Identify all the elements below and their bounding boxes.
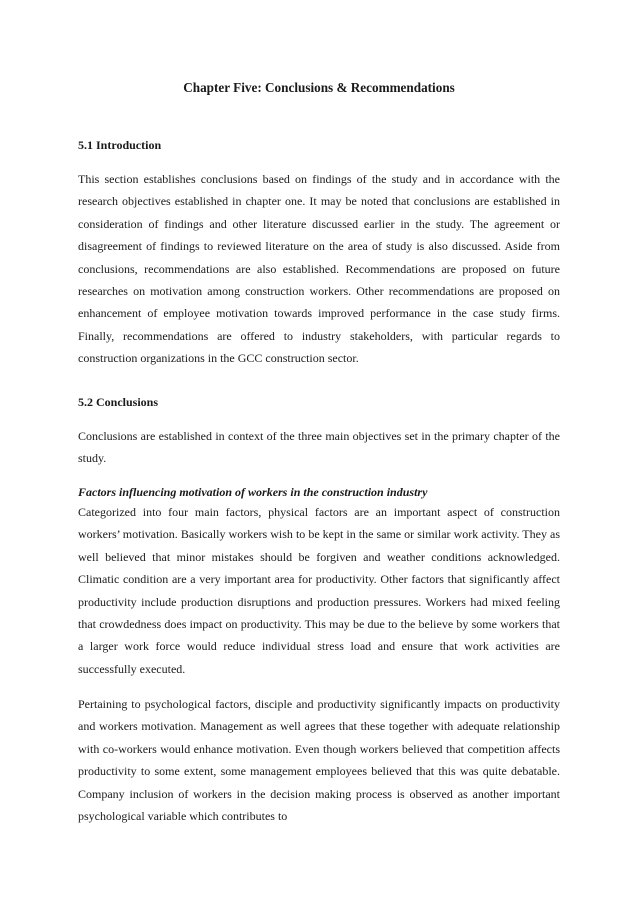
factors-subheading: Factors influencing motivation of workers in the construction industry: [78, 485, 428, 499]
conclusions-intro-paragraph: Conclusions are established in context of the three main objectives set in the primary chapter of the study.: [78, 429, 560, 466]
physical-factors-paragraph: Categorized into four main factors, physical factors are an important aspect of construction workers’ motivation. Basically workers wish to be kept in the same or similar work activity. They as well believed that minor mistakes should be forgiven and weather conditions acknowledged. Climatic condition are a very important area for productivity. Other factors that significantly affect productivity include production disruptions and production pressures. Workers had mixed feeling that crowdedness does impact on productivity. This may be due to the believe by some workers that a larger work force would reduce individual stress load and ensure that work activities are successfully executed.: [78, 505, 560, 676]
chapter-title: Chapter Five: Conclusions & Recommendations: [183, 80, 455, 95]
section-heading-introduction: 5.1 Introduction: [78, 138, 162, 152]
section-heading-conclusions: 5.2 Conclusions: [78, 395, 159, 409]
psychological-factors-paragraph: Pertaining to psychological factors, disciple and productivity significantly impacts on productivity and workers motivation. Management as well agrees that these together with adequate relationship with co-workers would enhance motivation. Even though workers believed that competition affects productivity to some extent, some management employees believed that this was quite debatable. Company inclusion of workers in the decision making process is observed as another important psychological variable which contributes to: [78, 697, 560, 824]
introduction-paragraph: This section establishes conclusions based on findings of the study and in accordance with the research objectives established in chapter one. It may be noted that conclusions are established in consideration of findings and other literature discussed earlier in the study. The agreement or disagreement of findings to reviewed literature on the area of study is also discussed. Aside from conclusions, recommendations are also established. Recommendations are proposed on future researches on motivation among construction workers. Other recommendations are proposed on enhancement of employee motivation towards improved performance in the case study firms. Finally, recommendations are offered to industry stakeholders, with particular regards to construction organizations in the GCC construction sector.: [78, 172, 560, 366]
